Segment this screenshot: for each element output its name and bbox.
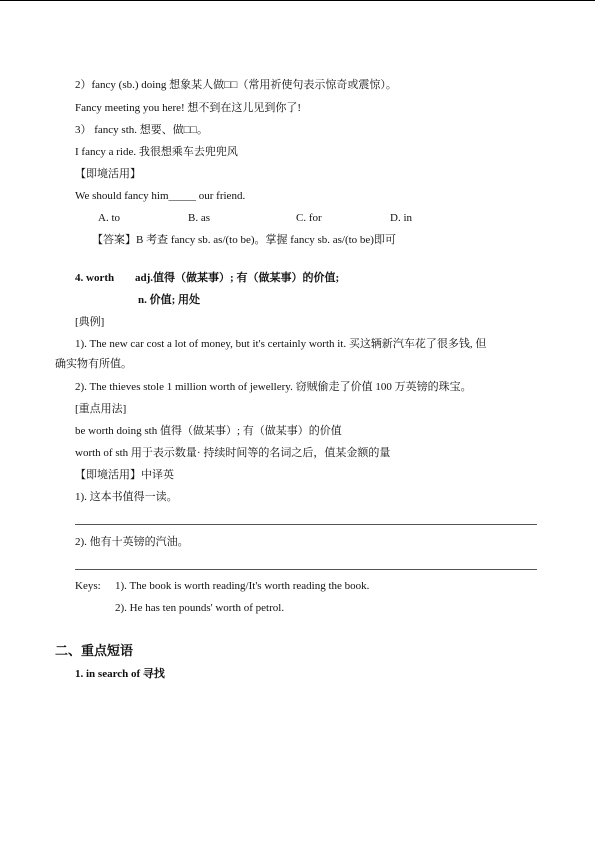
fancy-usage-2: 2）fancy (sb.) doing 想象某人做□□（常用祈使句表示惊奇或震惊）。 bbox=[75, 79, 397, 91]
worth-example-2: 2). The thieves stole 1 million worth of jewellery. 窃贼偷走了价值 100 万英镑的珠宝。 bbox=[75, 381, 472, 393]
key-answer-2: 2). He has ten pounds' worth of petrol. bbox=[115, 602, 285, 614]
fancy-example-3: I fancy a ride. 我很想乘车去兜兜风 bbox=[75, 146, 238, 158]
worth-adj-definition: adj.值得（做某事）; 有（做某事）的价值; bbox=[135, 272, 340, 284]
option-c: C. for bbox=[296, 212, 322, 224]
translation-q1: 1). 这本书值得一读。 bbox=[75, 491, 178, 503]
worth-example-1: 1). The new car cost a lot of money, but it's certainly worth it. 买这辆新汽车花了很多钱, 但 bbox=[75, 338, 487, 350]
fancy-example-2: Fancy meeting you here! 想不到在这儿见到你了! bbox=[75, 102, 302, 114]
phrase-1: 1. in search of 寻找 bbox=[75, 668, 165, 680]
worth-example-1-cont: 确实物有所值。 bbox=[55, 358, 132, 370]
translation-heading: 【即境活用】中译英 bbox=[75, 469, 174, 481]
practice-heading: 【即境活用】 bbox=[75, 168, 141, 180]
answer-line-1 bbox=[75, 524, 537, 525]
answer-line-2 bbox=[75, 569, 537, 570]
option-b: B. as bbox=[188, 212, 210, 224]
option-a: A. to bbox=[98, 212, 120, 224]
translation-q2: 2). 他有十英镑的汽油。 bbox=[75, 536, 189, 548]
option-d: D. in bbox=[390, 212, 412, 224]
practice-question: We should fancy him_____ our friend. bbox=[75, 190, 246, 202]
usage-2: worth of sth 用于表示数量· 持续时间等的名词之后，值某金额的量 bbox=[75, 447, 391, 459]
usage-1: be worth doing sth 值得（做某事）; 有（做某事）的价值 bbox=[75, 425, 342, 437]
top-border bbox=[0, 0, 595, 1]
section-heading: 二、重点短语 bbox=[55, 643, 134, 658]
answer-line: 【答案】B 考查 fancy sb. as/(to be)。掌握 fancy sb. as/(to be)即可 bbox=[92, 234, 396, 246]
worth-heading: 4. worth bbox=[75, 272, 115, 284]
worth-noun-definition: n. 价值; 用处 bbox=[138, 294, 201, 306]
key-usage-label: [重点用法] bbox=[75, 403, 127, 415]
keys-label: Keys: bbox=[75, 580, 101, 592]
fancy-usage-3: 3） fancy sth. 想要、做□□。 bbox=[75, 124, 209, 136]
examples-label: [典例] bbox=[75, 316, 105, 328]
key-answer-1: 1). The book is worth reading/It's worth reading the book. bbox=[115, 580, 370, 592]
